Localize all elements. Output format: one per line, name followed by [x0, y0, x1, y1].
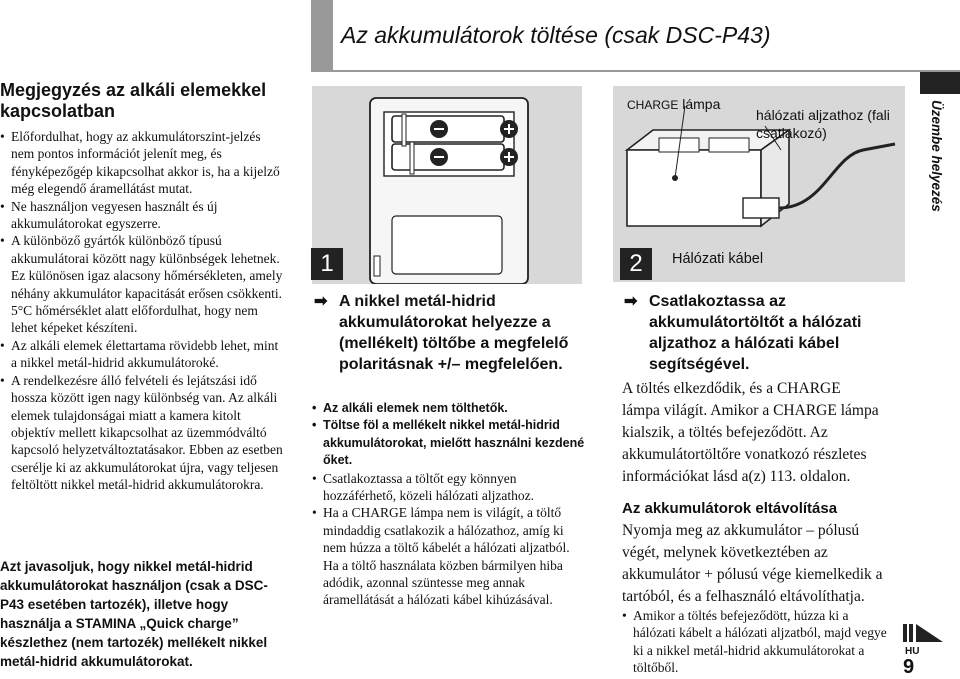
remove-note: • Amikor a töltés befejeződött, húzza ki a hálózati kábelt a hálózati aljzatból, majd vegye ki a nikkel metál-hidrid akkumulátorokat a töltőből.	[622, 607, 892, 677]
charge-lamp-prefix: CHARGE	[627, 98, 679, 112]
arrow-right-icon: ➡	[624, 293, 638, 310]
wall-outlet-label: hálózati aljzathoz (fali csatlakozó)	[756, 107, 890, 141]
page-title: Az akkumulátorok töltése (csak DSC-P43)	[341, 22, 771, 48]
step-2-instruction-text: Csatlakoztassa az akkumulátortöltőt a hálózati aljzathoz a hálózati kábel segítségével.	[649, 293, 862, 373]
section-tab-marker	[920, 72, 960, 94]
section-label	[920, 100, 950, 220]
step-1-note: • Ha a CHARGE lámpa nem is világít, a töltő mindaddig csatlakozik a hálózathoz, amíg ki nem húzza a töltő kábelét a hálózati aljzatból. Ha a töltő használata közben bármilyen hiba adódik, azonnal szüntesse meg annak áramellátását a hálózati kábel kihúzásával.	[312, 504, 587, 608]
charge-lamp-label	[627, 96, 720, 112]
step-1-instruction	[314, 291, 584, 375]
remove-notes	[622, 607, 892, 677]
charger-battery-illustration	[312, 86, 582, 284]
charger-battery-figure	[312, 86, 582, 289]
alkaline-note: • A különböző gyártók különböző típusú akkumulátorai között nagy különbségek lehetnek. Ez különösen igaz alacsony hőmérsékleten, amely néhány akkumulátor kapacitását erősen csökkenti. 5°C hőmérséklet alatt előfordulhat, hogy nem lehet képeket készíteni.	[0, 232, 285, 336]
alkaline-notes	[0, 80, 285, 494]
title-tab	[311, 0, 333, 72]
title-rule	[333, 70, 960, 72]
title-bar	[311, 0, 960, 72]
step-2-instruction	[624, 291, 899, 375]
remove-batteries-text: Nyomja meg az akkumulátor – pólusú végét, melynek következtében az akkumulátor + pólusú vége kiemelkedik a tartóból, és a felhasználó eltávolíthatja.	[622, 522, 883, 605]
power-cord-label: Hálózati kábel	[672, 251, 764, 267]
step-1-note-bold: • Töltse föl a mellékelt nikkel metál-hidrid akkumulátorokat, mielőtt használni kezdené őket.	[312, 417, 587, 469]
step-2-badge: 2	[620, 248, 652, 280]
alkaline-note: • A rendelkezésre álló felvételi és lejátszási idő hossza között igen nagy különbség van. Az alkáli elemek tulajdonságai miatt a kamera kitolt objektív mellett kikapcsolhat az üzemmódváltó kapcsoló helyzetváltoztatásakor. Ebben az esetben cserélje ki az akkumulátorokat újra, vagy teljesen feltöltött nikkel metál-hidrid akkumulátorokra.	[0, 372, 285, 494]
arrow-right-icon: ➡	[314, 293, 328, 310]
step-1-note: • Csatlakoztassa a töltőt egy könnyen hozzáférhető, közeli hálózati aljzathoz.	[312, 470, 587, 505]
alkaline-note: • Az alkáli elemek élettartama rövidebb lehet, mint a nikkel metál-hidrid akkumulátoroké.	[0, 337, 285, 372]
charge-lamp-suffix: lámpa	[678, 96, 721, 112]
section-label-text: Üzembe helyezés	[929, 100, 944, 212]
remove-batteries-heading: Az akkumulátorok eltávolítása	[622, 500, 838, 517]
step-1-instruction-text: A nikkel metál-hidrid akkumulátorokat helyezze a (mellékelt) töltőbe a megfelelő polaritásnak +/– megfelelően.	[339, 293, 569, 373]
step-1-notes	[312, 400, 587, 609]
step-1-badge: 1	[311, 248, 343, 280]
alkaline-note: • Előfordulhat, hogy az akkumulátorszint-jelzés nem pontos információt jelenít meg, és fényképezőgép kikapcsolhat akkor is, ha a kijelző még elegendő áramellátást mutat.	[0, 128, 285, 198]
charging-description: A töltés elkezdődik, és a CHARGE lámpa világít. Amikor a CHARGE lámpa kialszik, a töltés befejeződött. Az akkumulátortöltőre vonatkozó részletes információkat lásd a(z) 113. oldalon.	[622, 380, 879, 485]
page-mark-graphic	[903, 622, 945, 644]
page-mark-icon	[903, 622, 945, 644]
page-number: 9	[903, 656, 915, 678]
language-code: HU	[905, 646, 920, 657]
step-1-note-bold: • Az alkáli elemek nem tölthetők.	[312, 400, 587, 417]
alkaline-heading: Megjegyzés az alkáli elemekkel kapcsolatban	[0, 80, 267, 121]
recommendation-note: Azt javasoljuk, hogy nikkel metál-hidrid akkumulátorokat használjon (csak a DSC-P43 esetében tartozék), illetve hogy használja a STAMINA „Quick charge” készlethez (nem tartozék) mellékelt nikkel metál-hidrid akkumulátorokat.	[0, 559, 268, 669]
alkaline-note: • Ne használjon vegyesen használt és új akkumulátorokat egyszerre.	[0, 198, 285, 233]
